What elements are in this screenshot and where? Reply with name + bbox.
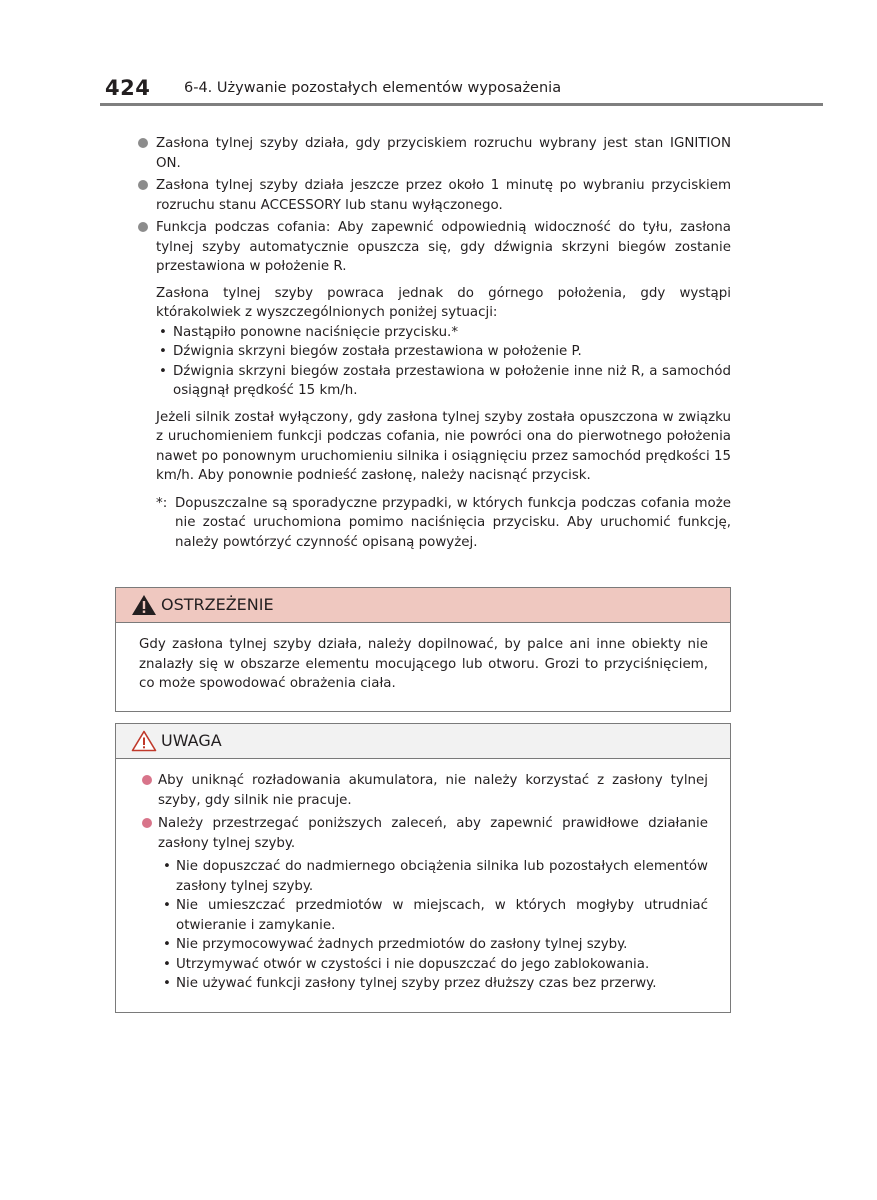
bullet-dot-icon xyxy=(142,818,152,828)
caution-sub-text: Nie umieszczać przedmiotów w miejscach, w których mogłyby utrudniać otwieranie i zamykanie. xyxy=(176,898,708,933)
situation-item: • Nastąpiło ponowne naciśnięcie przycisku.* xyxy=(159,324,459,340)
caution-box-header xyxy=(116,724,730,759)
caution-sub-item: • Utrzymywać otwór w czystości i nie dopuszczać do jego zablokowania. xyxy=(163,956,650,972)
warning-box xyxy=(115,587,731,712)
caution-sub-item: • Nie przymocowywać żadnych przedmiotów do zasłony tylnej szyby. xyxy=(163,937,628,952)
main-content xyxy=(135,134,731,552)
header-rule xyxy=(100,103,823,106)
situation-item: • Dźwignia skrzyni biegów została przestawiona w położenie P. xyxy=(159,344,582,359)
caution-sub-text: Nie przymocowywać żadnych przedmiotów do zasłony tylnej szyby. xyxy=(176,937,628,952)
footnote-text: Dopuszczalne są sporadyczne przypadki, w których funkcja podczas cofania może nie zostać uruchomiona pomimo naciśnięcia przycisku. Aby uruchomić funkcję, należy powtórzyć czynność opisaną powyżej. xyxy=(175,495,731,550)
warning-triangle-icon xyxy=(131,594,157,616)
caution-item-text: Należy przestrzegać poniższych zaleceń, aby zapewnić prawidłowe działanie zasłony tylnej szyby. xyxy=(158,816,708,851)
situation-text: Nastąpiło ponowne naciśnięcie przycisku.* xyxy=(173,324,459,340)
engine-off-paragraph: Jeżeli silnik został wyłączony, gdy zasłona tylnej szyby została opuszczona w związku z uruchomieniem funkcji podczas cofania, nie powróci ona do pierwotnego położenia nawet po ponownym uruchomieniu silnika i osiągnięciu przez samochód prędkości 15 km/h. Aby ponownie podnieść zasłonę, należy nacisnąć przycisk. xyxy=(156,409,731,483)
list-item xyxy=(135,176,731,215)
caution-title: UWAGA xyxy=(161,731,222,750)
return-intro: Zasłona tylnej szyby powraca jednak do górnego położenia, gdy wystąpi którakolwiek z wyszczególnionych poniżej sytuacji: xyxy=(156,285,731,320)
page-header xyxy=(100,72,823,106)
footnote xyxy=(135,494,731,553)
list-item xyxy=(139,771,708,810)
bullet-dot-icon xyxy=(138,222,148,232)
caution-sub-item: • Nie umieszczać przedmiotów w miejscach, w których mogłyby utrudniać otwieranie i zamykanie. xyxy=(163,898,708,933)
caution-sub-text: Nie używać funkcji zasłony tylnej szyby przez dłuższy czas bez przerwy. xyxy=(176,976,657,991)
caution-sub-text: Nie dopuszczać do nadmiernego obciążenia silnika lub pozostałych elementów zasłony tylnej szyby. xyxy=(176,859,708,894)
list-item xyxy=(139,814,708,853)
list-item xyxy=(135,218,731,277)
warning-text: Gdy zasłona tylnej szyby działa, należy dopilnować, by palce ani inne obiekty nie znalazły się w obszarze elementu mocującego lub otworu. Grozi to przyciśnięciem, co może spowodować obrażenia ciała. xyxy=(139,637,708,691)
footnote-mark: *: xyxy=(156,495,168,511)
caution-sub-item: • Nie dopuszczać do nadmiernego obciążenia silnika lub pozostałych elementów zasłony tylnej szyby. xyxy=(163,859,708,894)
warning-box-header xyxy=(116,588,730,623)
situation-item: • Dźwignia skrzyni biegów została przestawiona w położenie inne niż R, a samochód osiągnął prędkość 15 km/h. xyxy=(159,363,731,398)
caution-item-text: Aby uniknąć rozładowania akumulatora, nie należy korzystać z zasłony tylnej szyby, gdy silnik nie pracuje. xyxy=(158,773,708,808)
section-title: 6-4. Używanie pozostałych elementów wyposażenia xyxy=(184,80,562,96)
list-item xyxy=(135,134,731,173)
situation-text: Dźwignia skrzyni biegów została przestawiona w położenie P. xyxy=(173,344,582,359)
bullet-dot-icon xyxy=(138,138,148,148)
caution-sub-item: • Nie używać funkcji zasłony tylnej szyby przez dłuższy czas bez przerwy. xyxy=(163,976,657,991)
caution-body xyxy=(116,759,730,1008)
list-item-text: Zasłona tylnej szyby działa, gdy przyciskiem rozruchu wybrany jest stan IGNITION ON. xyxy=(156,136,731,171)
caution-box xyxy=(115,723,731,1013)
list-item-text: Funkcja podczas cofania: Aby zapewnić odpowiednią widoczność do tyłu, zasłona tylnej szyby automatycznie opuszcza się, gdy dźwignia skrzyni biegów zostanie przestawiona w położenie R. xyxy=(156,220,731,274)
page-number: 424 xyxy=(105,76,151,100)
situation-text: Dźwignia skrzyni biegów została przestawiona w położenie inne niż R, a samochód osiągnął prędkość 15 km/h. xyxy=(173,363,731,398)
bullet-dot-icon xyxy=(142,775,152,785)
bullet-dot-icon xyxy=(138,180,148,190)
caution-triangle-icon xyxy=(131,730,157,752)
caution-sub-text: Utrzymywać otwór w czystości i nie dopuszczać do jego zablokowania. xyxy=(176,956,650,972)
list-item-text: Zasłona tylnej szyby działa jeszcze przez około 1 minutę po wybraniu przyciskiem rozruchu stanu ACCESSORY lub stanu wyłączonego. xyxy=(156,178,731,213)
warning-title: OSTRZEŻENIE xyxy=(161,595,274,614)
